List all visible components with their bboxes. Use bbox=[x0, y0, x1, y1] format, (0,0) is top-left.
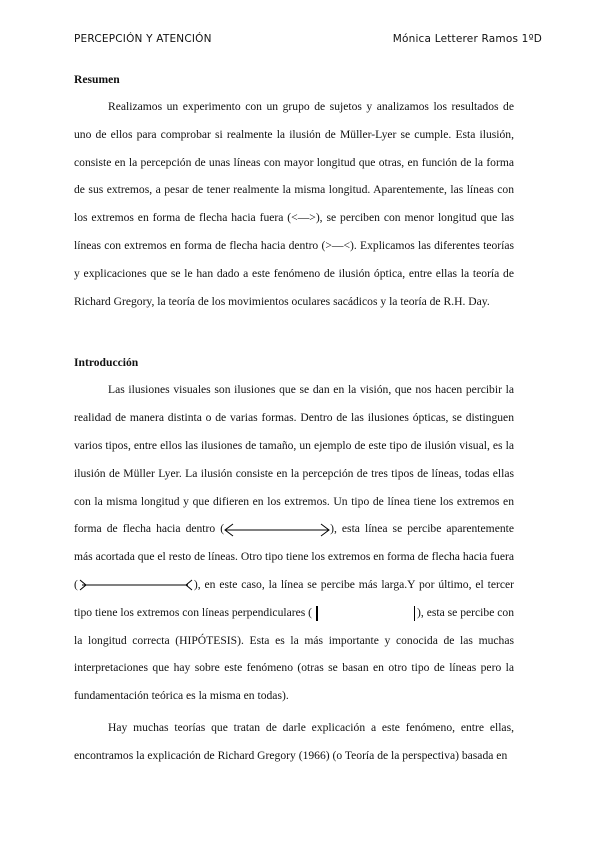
header-author: Mónica Letterer Ramos 1ºD bbox=[392, 33, 542, 45]
resumen-heading: Resumen bbox=[74, 73, 120, 86]
perpendicular-line-figure-left bbox=[316, 606, 318, 621]
resumen-paragraph: Realizamos un experimento con un grupo de sujetos y analizamos los resultados de uno de ellos para comprobar si realmente la ilusión de Müller-Lyer se cumple. Esta ilusión, consiste en la percepción de unas líneas con mayor longitud que otras, en función de la forma de sus extremos, a pesar de tener realmente la misma longitud. Aparentemente, las líneas con los extremos en forma de flecha hacia fuera (<—>), se perciben con menor longitud que las líneas con extremos en forma de flecha hacia dentro (>—<). Explicamos las diferentes teorías y explicaciones que se le han dado a este fenómeno de ilusión óptica, entre ellas la teoría de Richard Gregory, la teoría de los movimientos oculares sacádicos y la teoría de R.H. Day. bbox=[74, 100, 514, 308]
document-body bbox=[74, 70, 514, 770]
intro-text-part-2: ), esta línea se percibe aparentemente más acortada que el resto de líneas. Otro tipo tiene los extremos en forma de flecha hacia fuera ( bbox=[74, 522, 515, 591]
intro-text-part-1: Las ilusiones visuales son ilusiones que se dan en la visión, que nos hacen percibir la realidad de manera distinta o de varias formas. Dentro de las ilusiones ópticas, se distinguen varios tipos, entre ellos las ilusiones de tamaño, un ejemplo de este tipo de ilusión visual, es la ilusión de Müller Lyer. La ilusión consiste en la percepción de tres tipos de líneas, todas ellas con la misma longitud y que difieren en los extremos. Un tipo de línea tiene los extremos en forma de flecha hacia dentro ( bbox=[74, 383, 514, 536]
introduccion-paragraph-1 bbox=[74, 376, 514, 710]
arrow-outward-line-figure bbox=[78, 578, 194, 592]
perpendicular-line-figure-right bbox=[414, 606, 416, 621]
introduccion-paragraph-2: Hay muchas teorías que tratan de darle explicación a este fenómeno, entre ellas, encontramos la explicación de Richard Gregory (1966) (o Teoría de la perspectiva) basada en bbox=[74, 720, 514, 762]
arrow-inward-line-figure bbox=[224, 523, 330, 537]
header-course-title: PERCEPCIÓN Y ATENCIÓN bbox=[74, 33, 212, 45]
introduccion-heading: Introducción bbox=[74, 356, 139, 370]
intro-text-part-4: ), esta se percibe con la longitud correcta (HIPÓTESIS). Esta es la más importante y conocida de las muchas interpretaciones que hay sobre este fenómeno (otras se basan en otro tipo de líneas pero la fundamentación teórica es la misma en todas). bbox=[74, 605, 515, 703]
intro-text-part-3: ), en este caso, la línea se percibe más larga.Y por último, el tercer tipo tiene los extremos con líneas perpendiculares ( bbox=[74, 577, 514, 619]
page-header bbox=[74, 33, 542, 45]
